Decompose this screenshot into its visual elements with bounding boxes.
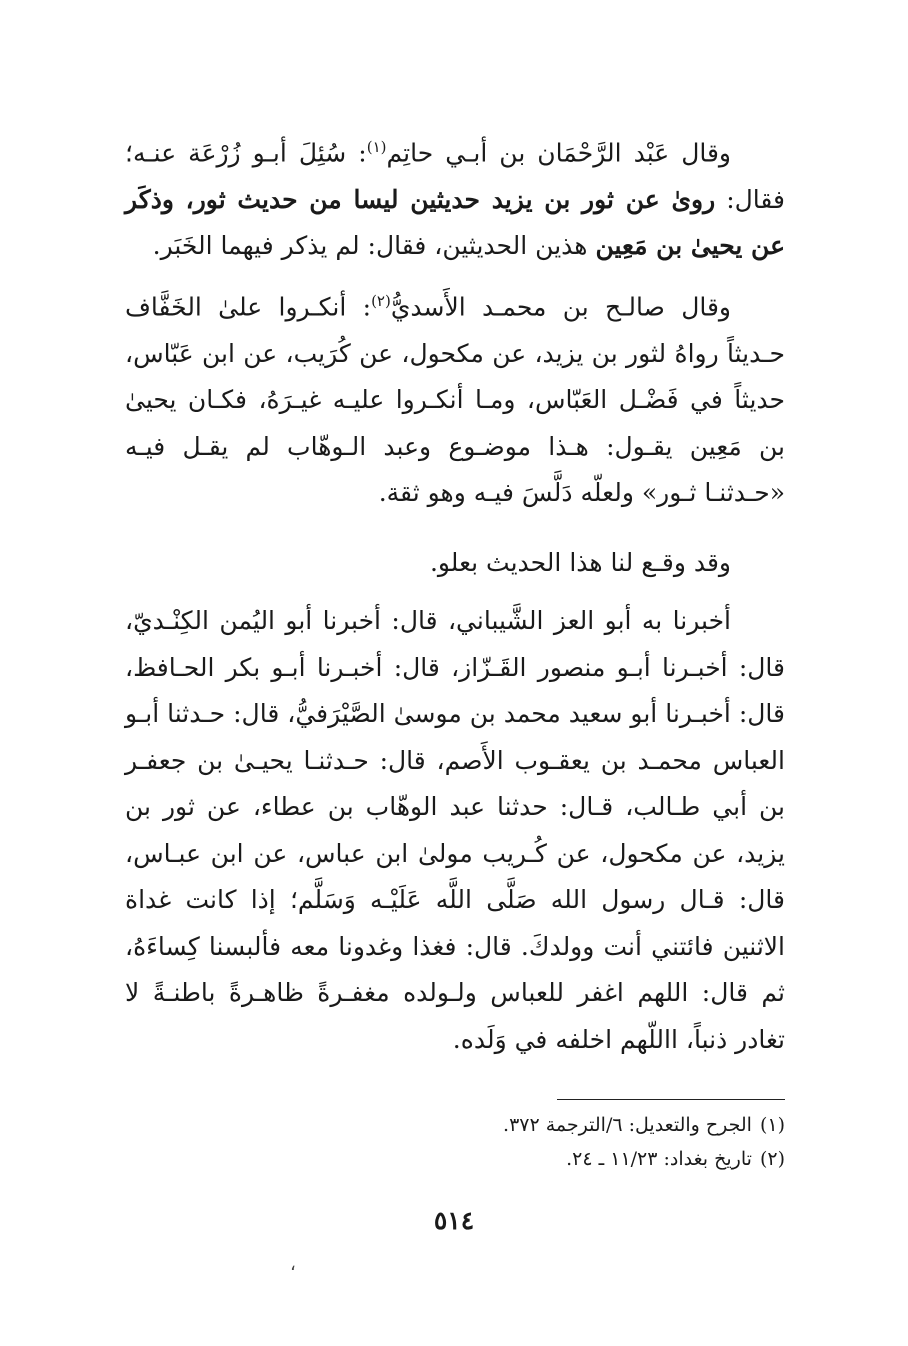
paragraph-lead-text: وقال عَبْد الرَّحْمَان بن أبـي حاتِم [386, 138, 731, 168]
paragraph-text-end: هذين الحديثين، فقال: لم يذكر فيهما الخَبَر. [152, 231, 596, 261]
paragraph-text: : سُئِلَ أبـو زُرْعَة عنـه؛ فقال: [125, 138, 785, 214]
footnote-item [125, 1142, 785, 1176]
footnote-item [125, 1108, 785, 1142]
footnote-number: (١) [759, 1114, 785, 1136]
paragraph-high-chain: وقد وقـع لنا هذا الحديث بعلو. [429, 548, 731, 577]
bold-quotation: روىٰ عن ثور بن يزيد حديثين ليسا من حديث ثور، وذكَر عن يحيىٰ بن مَعِين [125, 184, 785, 261]
footnote-number: (٢) [759, 1148, 785, 1170]
paragraph-text: : أنكـروا علىٰ الخَفَّاف حـديثاً رواهُ لثور بن يزيد، عن مكحول، عن كُرَيب، عن ابن عَبّاس، حديثاً في فَضْـل العَبّاس، ومـا أنكـروا عليـه غيـرَهُ، فكـان يحيىٰ بن مَعِين يقـول: هـذا موضـوع وعبد الـوهّاب لم يقـل فيـه «حـدثنـا ثـور» ولعلّه دَلَّسَ فيـه وهو ثقة. [125, 292, 785, 508]
footnote-reference-1: (١) [366, 138, 387, 156]
footnote-text: تاريخ بغداد: ١١/٢٣ ـ ٢٤. [566, 1148, 752, 1170]
paragraph-hadith-chain: أخبرنا به أبو العز الشَّيباني، قال: أخبرنا أبو اليُمن الكِنْـديّ، قال: أخبـرنا أبـو منصور القَـزّاز، قال: أخبـرنا أبـو بكر الحـافظ، قال: أخبـرنا أبو سعيد محمد بن موسىٰ الصَّيْرَفيُّ، قال: حـدثنا أبـو العباس محمـد بن يعقـوب الأَصم، قال: حـدثنـا يحيـىٰ بن جعفـر بن أبي طـالب، قـال: حدثنا عبد الوهّاب بن عطاء، عن ثور بن يزيد، عن مكحول، عن كُـريب مولىٰ ابن عباس، عن ابن عبـاس، قال: قـال رسول الله صَلَّى اللَّه عَلَيْـه وَسَلَّم؛ إذا كانت غداة الاثنين فائتني أنت وولدكَ. قال: فغذا وغدونا معه فألبسنا كِساءَهُ، ثم قال: اللهم اغفر للعباس ولـولده مغفـرةً ظاهـرةً باطنـةً لا تغادر ذنباً، االلّهم اخلفه في وَلَده. [125, 606, 785, 1054]
footnote-text: الجرح والتعديل: ٦/الترجمة ٣٧٢. [503, 1114, 752, 1136]
footnotes [125, 1108, 785, 1176]
paragraph-abu-zura [125, 124, 785, 270]
paragraph-lead-text: وقال صالـح بن محمـد الأَسديُّ [390, 292, 731, 322]
footnote-divider [557, 1099, 785, 1100]
stray-mark: ، [290, 1254, 296, 1275]
page-number: ٥١٤ [433, 1206, 475, 1235]
footnote-reference-2: (٢) [371, 292, 391, 310]
paragraph-salih-al-asadi [125, 278, 785, 517]
